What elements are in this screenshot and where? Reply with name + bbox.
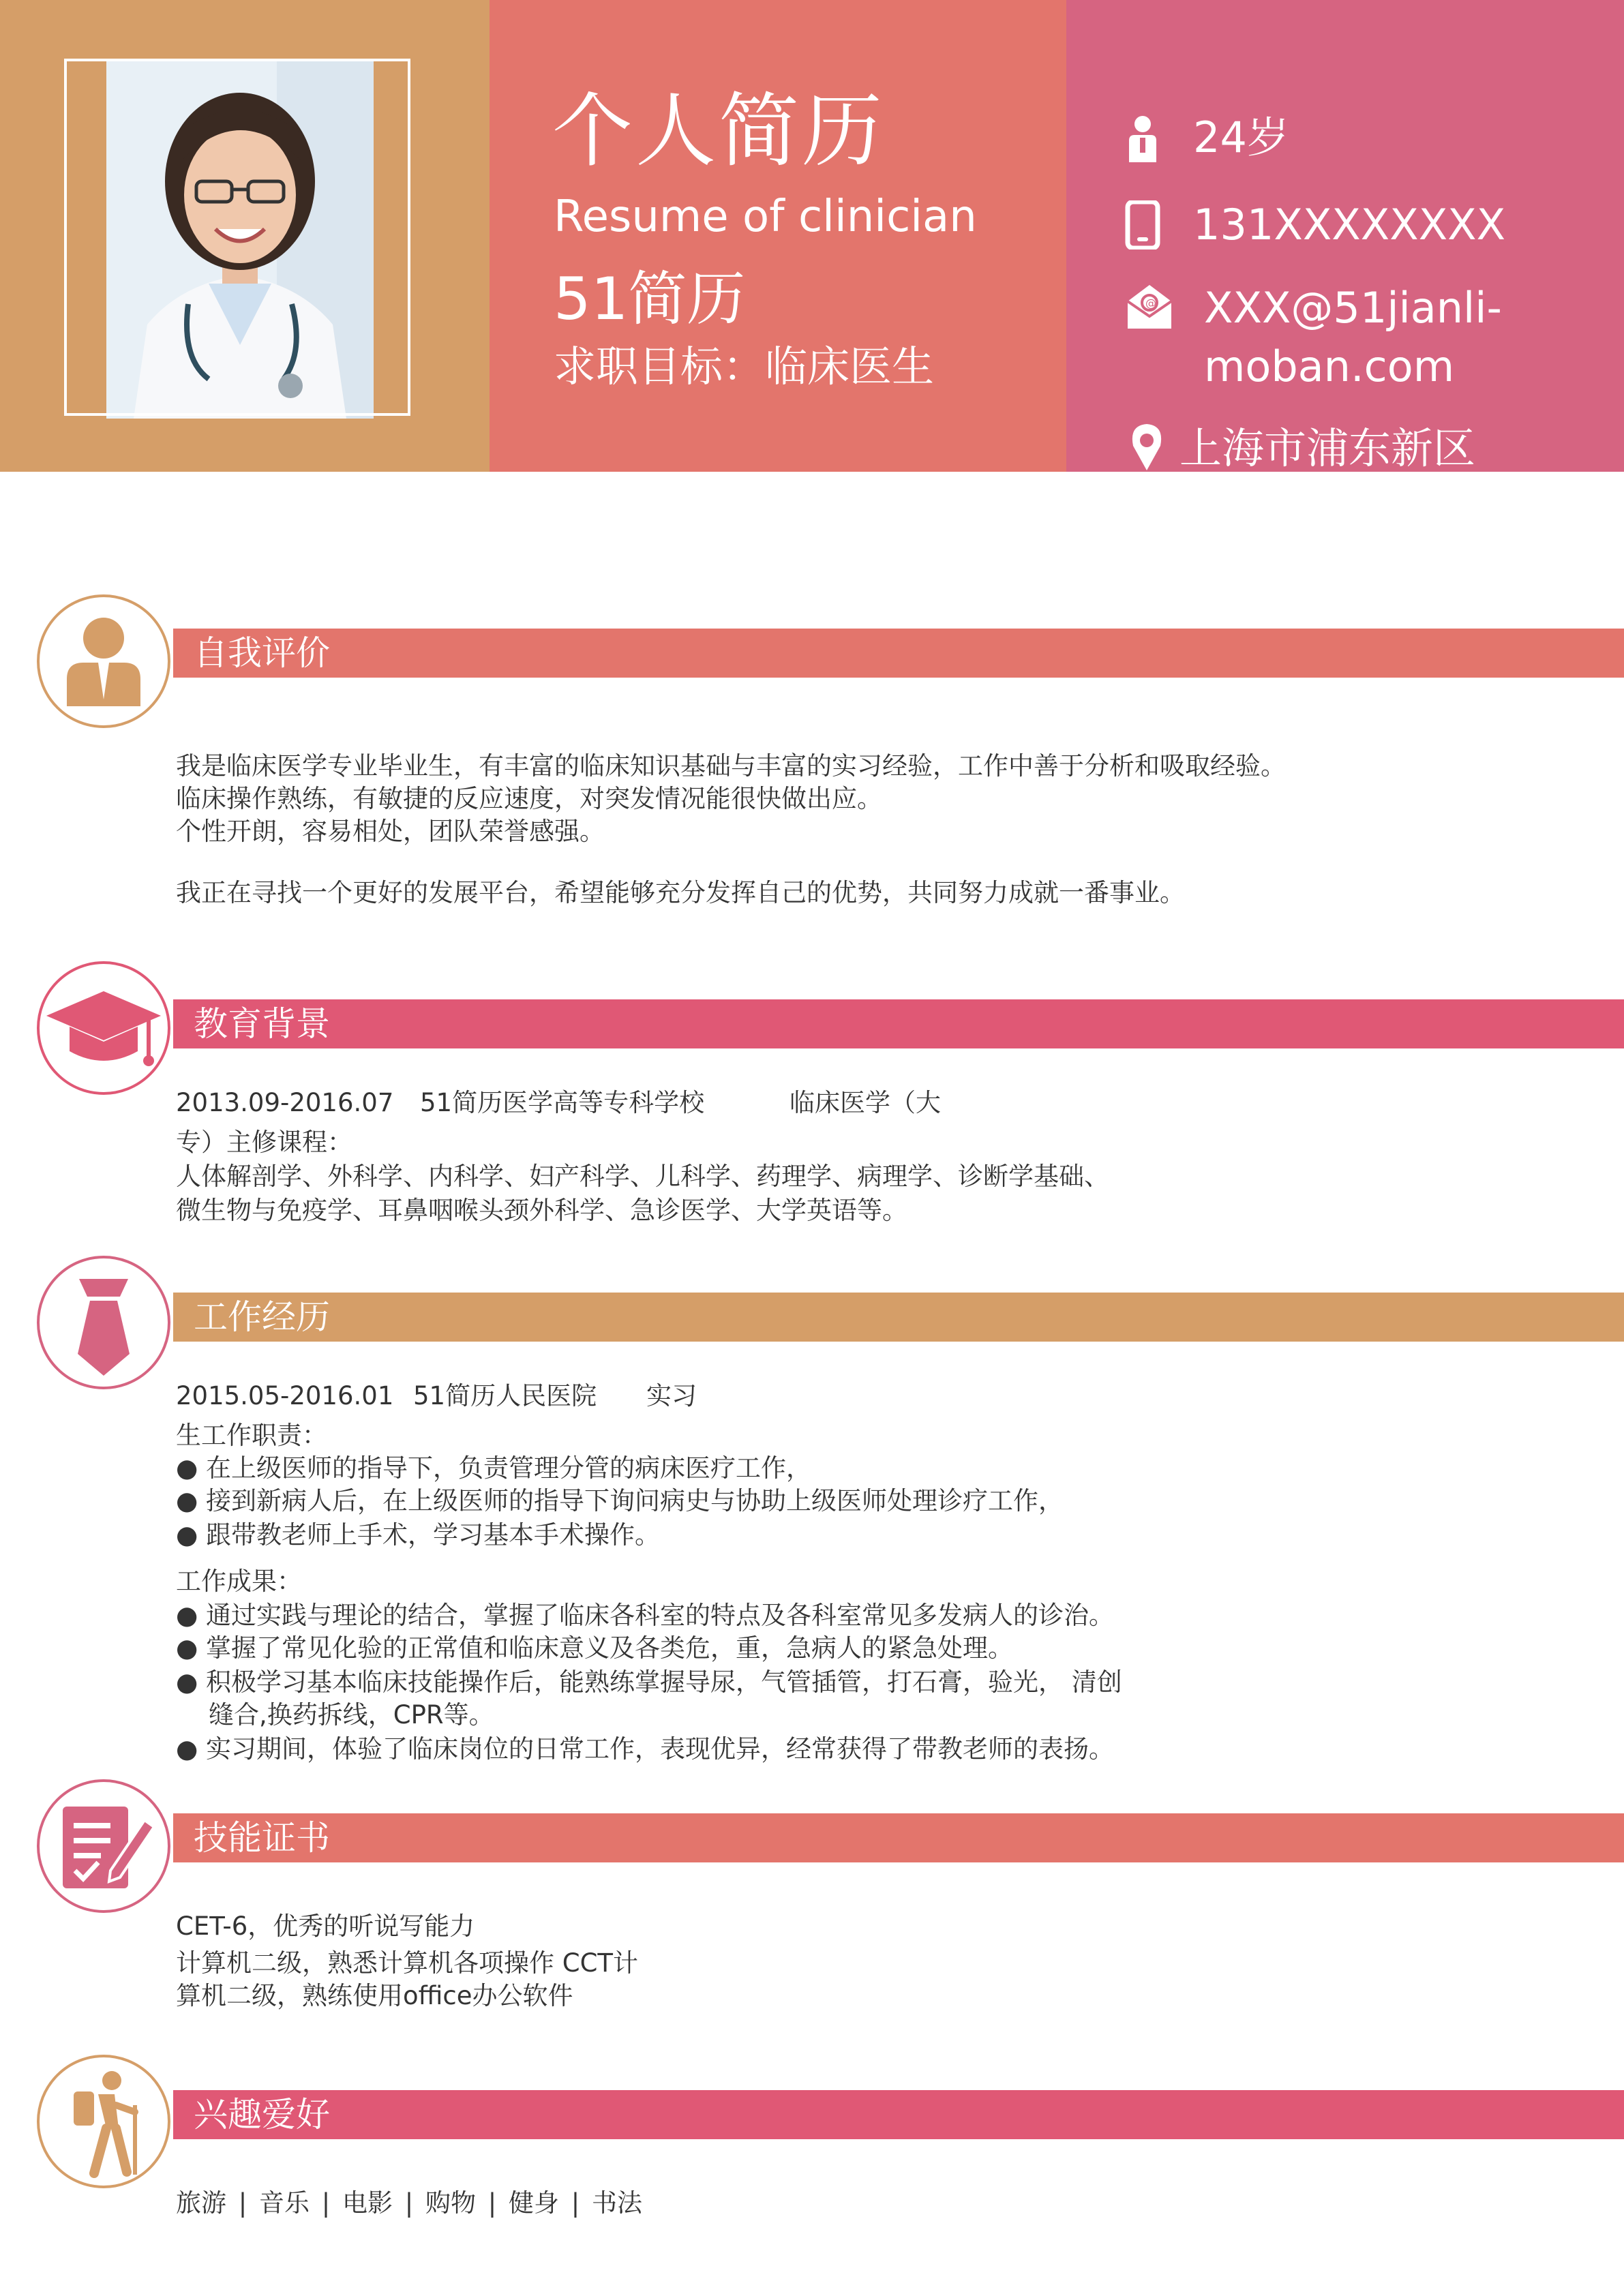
person-icon <box>40 597 168 725</box>
self-line-1: 我是临床医学专业毕业生，有丰富的临床知识基础与丰富的实习经验，工作中善于分析和吸取经验。 <box>176 751 1286 781</box>
graduation-cap-icon <box>40 964 168 1092</box>
certificate-icon <box>40 1782 168 1910</box>
job-objective: 求职目标：临床医生 <box>554 342 935 391</box>
bullet-icon: ● <box>176 1667 207 1697</box>
work-result-4: ● 实习期间，体验了临床岗位的日常工作，表现优异，经常获得了带教老师的表扬。 <box>176 1734 1115 1764</box>
hobbies-section-badge <box>37 2055 170 2188</box>
skill-line-2: 计算机二级，熟悉计算机各项操作 CCT计 <box>176 1948 639 1978</box>
hobbies-section-title: 兴趣爱好 <box>194 2095 330 2134</box>
education-line-3: 人体解剖学、外科学、内科学、妇产科学、儿科学、药理学、病理学、诊断学基础、 <box>176 1162 1109 1191</box>
work-result-2: ● 掌握了常见化验的正常值和临床意义及各类危，重，急病人的紧急处理。 <box>176 1633 1014 1663</box>
skill-line-1: CET-6，优秀的听说写能力 <box>176 1912 475 1941</box>
education-line-2: 专）主修课程： <box>176 1128 352 1157</box>
education-line-4: 微生物与免疫学、耳鼻咽喉头颈外科学、急诊医学、大学英语等。 <box>176 1196 907 1225</box>
bullet-icon: ● <box>176 1520 207 1550</box>
contact-age: 24岁 <box>1193 112 1289 162</box>
education-period: 2013.09-2016.07 <box>176 1088 394 1117</box>
skills-section-title: 技能证书 <box>194 1818 330 1858</box>
svg-text:@: @ <box>1145 297 1156 309</box>
work-duty-1: ● 在上级医师的指导下，负责管理分管的病床医疗工作， <box>176 1453 812 1483</box>
work-section-badge <box>37 1256 170 1389</box>
person-icon <box>1125 115 1160 162</box>
hobbies-section-bar <box>173 2090 1624 2139</box>
skill-line-3: 算机二级，熟练使用office办公软件 <box>176 1981 573 2010</box>
contact-email-line1: XXX@51jianli- <box>1204 283 1502 333</box>
bullet-icon: ● <box>176 1486 207 1515</box>
self-section-bar <box>173 629 1624 678</box>
bullet-icon: ● <box>176 1453 207 1483</box>
work-duty-3: ● 跟带教老师上手术，学习基本手术操作。 <box>176 1520 661 1550</box>
work-organization: 51简历人民医院 <box>413 1381 597 1410</box>
phone-icon <box>1125 200 1160 250</box>
tie-icon <box>40 1258 168 1387</box>
education-school: 51简历医学高等专科学校 <box>420 1088 705 1117</box>
self-line-4: 我正在寻找一个更好的发展平台，希望能够充分发挥自己的优势，共同努力成就一番事业。 <box>176 878 1185 907</box>
self-line-3: 个性开朗，容易相处，团队荣誉感强。 <box>176 817 605 846</box>
email-icon <box>1125 282 1174 331</box>
contact-address: 上海市浦东新区 <box>1179 423 1476 473</box>
contact-phone: 131XXXXXXXX <box>1193 200 1506 250</box>
bullet-icon: ● <box>176 1734 207 1764</box>
bullet-icon: ● <box>176 1633 207 1663</box>
work-section-bar <box>173 1293 1624 1342</box>
hiker-icon <box>40 2057 168 2186</box>
work-duty-2: ● 接到新病人后，在上级医师的指导下询问病史与协助上级医师处理诊疗工作， <box>176 1486 1064 1515</box>
work-period: 2015.05-2016.01 <box>176 1381 394 1410</box>
education-section-badge <box>37 961 170 1095</box>
location-pin-icon <box>1129 423 1164 472</box>
bullet-icon: ● <box>176 1601 207 1630</box>
skills-section-badge <box>37 1779 170 1913</box>
work-result-3-cont: 缝合,换药拆线，CPR等。 <box>209 1700 494 1729</box>
education-major: 临床医学（大 <box>790 1088 941 1117</box>
brand-name: 51简历 <box>554 265 746 333</box>
work-result-3: ● 积极学习基本临床技能操作后，能熟练掌握导尿，气管插管，打石膏，验光， 清创 <box>176 1667 1122 1697</box>
work-result-1: ● 通过实践与理论的结合，掌握了临床各科室的特点及各科室常见多发病人的诊治。 <box>176 1601 1115 1630</box>
work-results-title: 工作成果： <box>176 1567 302 1596</box>
self-section-badge <box>37 594 170 728</box>
education-section-bar <box>173 999 1624 1048</box>
self-section-title: 自我评价 <box>194 633 330 673</box>
self-line-2: 临床操作熟练，有敏捷的反应速度，对突发情况能很快做出应。 <box>176 784 882 813</box>
work-role: 实习 <box>646 1381 697 1410</box>
skills-section-bar <box>173 1813 1624 1862</box>
contact-email-line2: moban.com <box>1204 342 1455 391</box>
education-section-title: 教育背景 <box>194 1004 330 1044</box>
photo-frame <box>64 59 410 416</box>
hobbies-list: 旅游 | 音乐 | 电影 | 购物 | 健身 | 书法 <box>176 2188 642 2218</box>
resume-subtitle: Resume of clinician <box>554 192 977 242</box>
resume-title: 个人简历 <box>552 84 886 178</box>
work-duties-title: 生工作职责： <box>176 1421 327 1450</box>
work-section-title: 工作经历 <box>194 1297 330 1337</box>
